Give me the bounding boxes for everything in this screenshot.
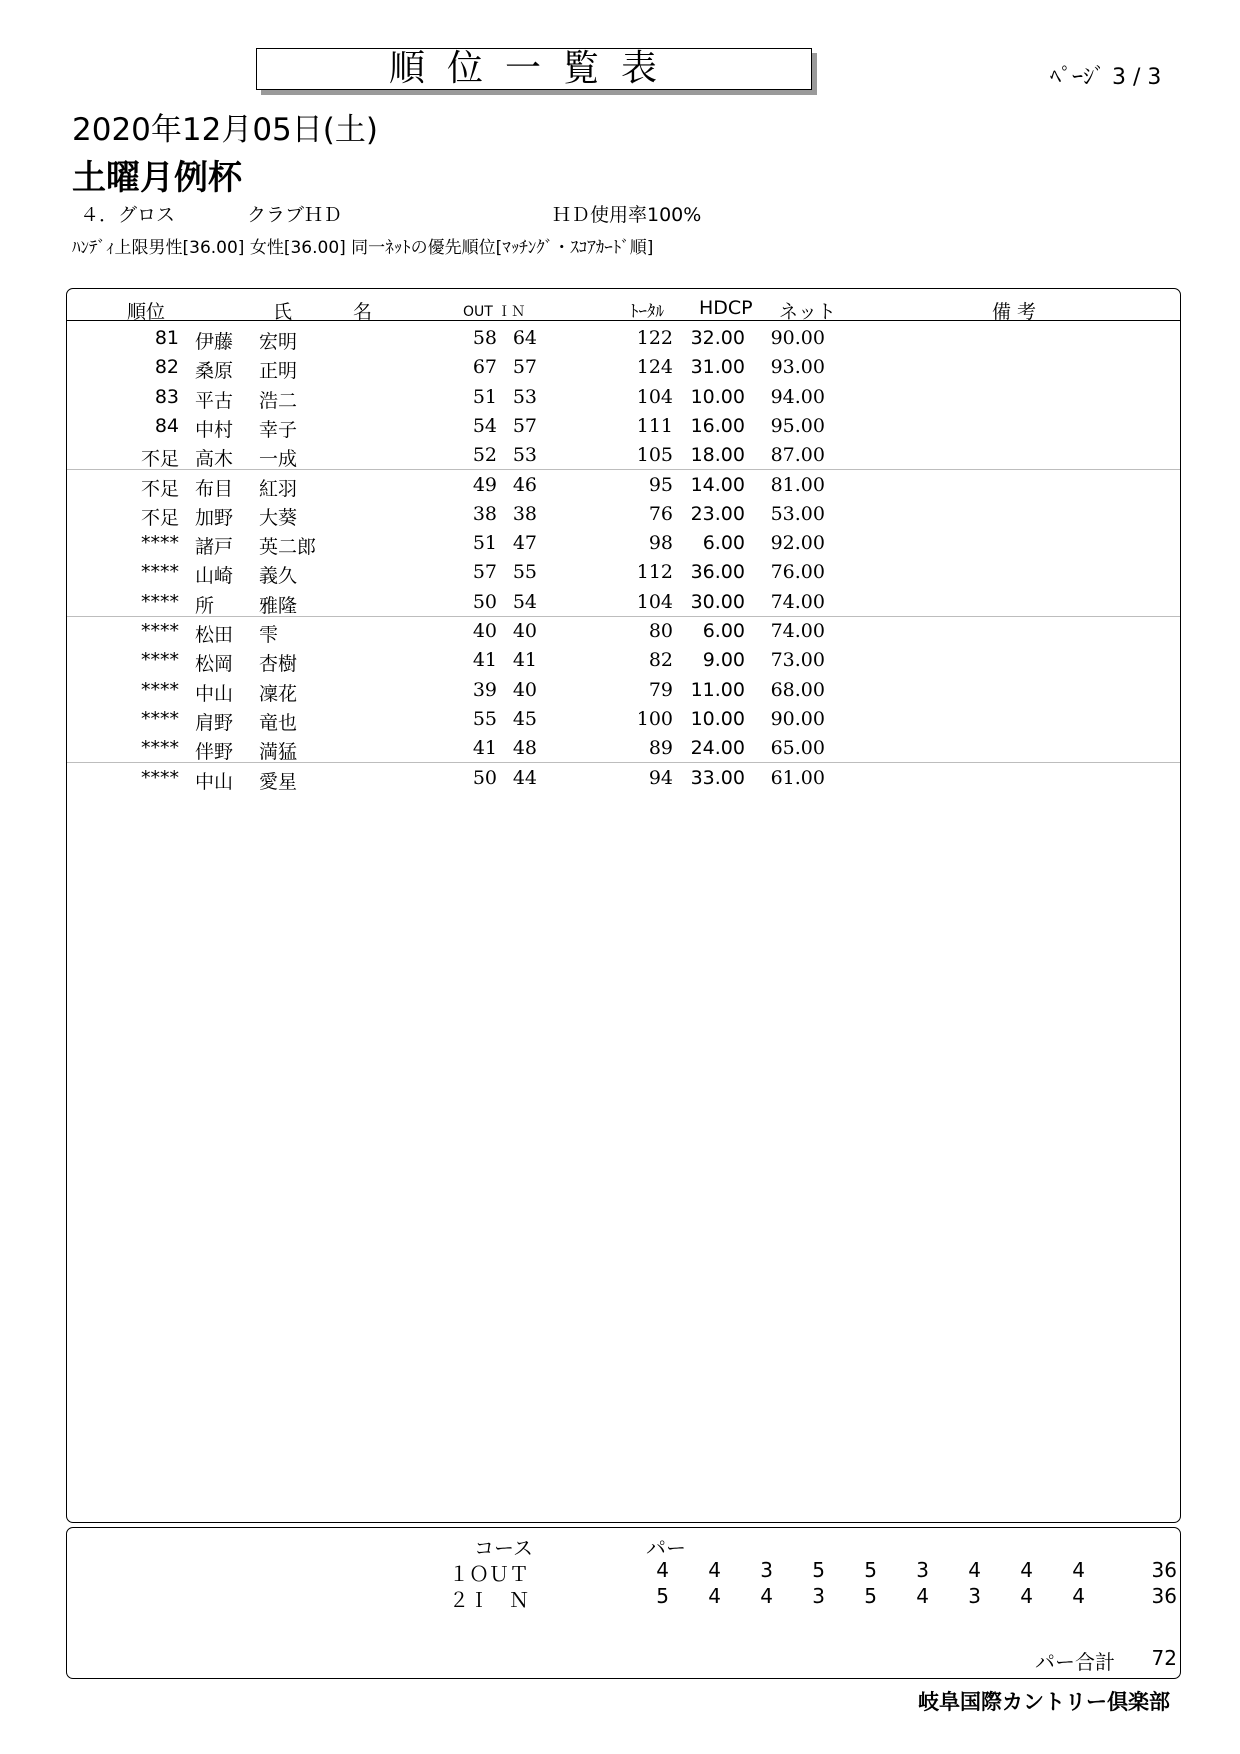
cell-rank: **** (141, 678, 179, 701)
table-row (67, 587, 1180, 616)
cell-last-name: 松岡 (195, 653, 234, 676)
table-row (67, 323, 1180, 352)
course-par-box (66, 1527, 1181, 1679)
cell-last-name: 諸戸 (195, 536, 234, 559)
cell-total: 105 (636, 444, 673, 467)
cell-out: 57 (472, 561, 497, 584)
cell-first-name: 雫 (259, 624, 279, 646)
cell-rank: 不足 (140, 506, 179, 529)
cell-net: 73.00 (770, 649, 825, 672)
header-hdcp: HDCP (699, 297, 753, 319)
cell-in: 57 (512, 414, 537, 437)
cell-total: 104 (636, 590, 673, 613)
cell-net: 93.00 (770, 356, 825, 379)
cell-in: 40 (512, 620, 537, 642)
cell-first-name: 凜花 (259, 682, 298, 705)
cell-out: 41 (472, 649, 497, 672)
header-name-a: 氏 (273, 301, 293, 323)
table-row (67, 645, 1180, 674)
cell-out: 51 (472, 532, 497, 555)
cell-total: 94 (648, 766, 673, 789)
cell-out: 50 (472, 590, 497, 613)
cell-net: 94.00 (770, 385, 825, 408)
cell-last-name: 伊藤 (195, 331, 234, 353)
header-net: ネット (779, 301, 837, 323)
par-label: パー (646, 1536, 686, 1560)
cell-first-name: 杏樹 (259, 653, 298, 676)
cell-last-name: 山崎 (195, 565, 234, 588)
hole-par: 4 (916, 1584, 929, 1608)
club-name: 岐阜国際カントリー倶楽部 (918, 1690, 1170, 1714)
cell-rank: **** (141, 766, 179, 789)
cell-out: 51 (472, 385, 497, 408)
hole-par: 4 (760, 1584, 773, 1608)
par-total-value: 72 (1151, 1646, 1177, 1670)
cell-net: 90.00 (770, 327, 825, 349)
cell-in: 48 (512, 737, 537, 760)
cell-in: 64 (512, 327, 537, 349)
table-row (67, 733, 1180, 762)
cell-first-name: 浩二 (259, 389, 298, 412)
cell-hdcp: 33.00 (690, 766, 745, 789)
format-label: ４．グロス (80, 204, 176, 226)
cell-in: 55 (512, 561, 537, 584)
hole-par: 4 (1072, 1584, 1085, 1608)
cell-total: 82 (648, 649, 673, 672)
cell-total: 80 (648, 620, 673, 642)
cell-total: 124 (636, 356, 673, 379)
cell-hdcp: 6.00 (702, 532, 745, 555)
hole-par: 4 (656, 1558, 669, 1582)
cell-hdcp: 31.00 (690, 356, 745, 379)
cell-net: 74.00 (770, 590, 825, 613)
hole-par: 4 (1020, 1558, 1033, 1582)
hole-par: 4 (1072, 1558, 1085, 1582)
results-table (66, 288, 1181, 1523)
course-par-total: 36 (1151, 1558, 1177, 1582)
cell-net: 81.00 (770, 473, 825, 496)
cell-last-name: 平古 (195, 389, 234, 412)
cell-total: 98 (648, 532, 673, 555)
cell-net: 53.00 (770, 502, 825, 525)
cell-last-name: 桑原 (195, 360, 234, 383)
cell-in: 45 (512, 707, 537, 730)
cell-in: 40 (512, 678, 537, 701)
cell-last-name: 布目 (195, 477, 234, 500)
cell-rank: **** (141, 649, 179, 672)
handicap-type: クラブＨＤ (247, 204, 343, 226)
cell-last-name: 加野 (195, 506, 234, 529)
cell-first-name: 雅隆 (259, 594, 298, 617)
cell-first-name: 宏明 (259, 331, 298, 353)
course-name: ２Ｉ Ｎ (449, 1588, 529, 1612)
cell-last-name: 中村 (195, 418, 234, 441)
cell-hdcp: 9.00 (702, 649, 745, 672)
cell-in: 53 (512, 385, 537, 408)
cell-rank: 82 (154, 356, 179, 379)
cell-net: 95.00 (770, 414, 825, 437)
cell-in: 38 (512, 502, 537, 525)
cell-hdcp: 24.00 (690, 737, 745, 760)
course-label: コース (474, 1536, 533, 1560)
header-out-in: OUT ＩＮ (463, 304, 526, 320)
header-remarks: 備 考 (992, 301, 1037, 323)
table-row (67, 470, 1180, 499)
cell-last-name: 伴野 (195, 741, 234, 764)
cell-rank: **** (141, 590, 179, 613)
cell-hdcp: 11.00 (690, 678, 745, 701)
handicap-rate: ＨＤ使用率100% (552, 204, 702, 226)
cell-last-name: 高木 (195, 448, 234, 471)
table-row (67, 763, 1180, 792)
cell-in: 44 (512, 766, 537, 789)
hole-par: 5 (656, 1584, 669, 1608)
hole-par: 3 (968, 1584, 981, 1608)
cell-rank: **** (141, 561, 179, 584)
table-row (67, 616, 1180, 645)
cell-total: 95 (648, 473, 673, 496)
header-name-b: 名 (353, 301, 373, 323)
cell-out: 67 (472, 356, 497, 379)
table-row (67, 411, 1180, 440)
cell-first-name: 竜也 (259, 711, 298, 734)
cell-hdcp: 16.00 (690, 414, 745, 437)
table-row (67, 382, 1180, 411)
cell-last-name: 所 (195, 594, 215, 617)
cell-out: 49 (472, 473, 497, 496)
cell-first-name: 満猛 (259, 741, 298, 764)
cell-first-name: 正明 (259, 360, 298, 383)
cell-hdcp: 6.00 (702, 620, 745, 642)
handicap-rule: ﾊﾝﾃﾞｨ上限男性[36.00] 女性[36.00] 同一ﾈｯﾄの優先順位[ﾏｯﾁﾝｸﾞ・ｽｺｱｶｰﾄﾞ順] (72, 238, 654, 258)
course-par-total: 36 (1151, 1584, 1177, 1608)
hole-par: 4 (1020, 1584, 1033, 1608)
cell-hdcp: 14.00 (690, 473, 745, 496)
cell-hdcp: 32.00 (690, 327, 745, 349)
cell-rank: 83 (154, 385, 179, 408)
par-total-label: パー合計 (1035, 1650, 1115, 1674)
cell-net: 90.00 (770, 707, 825, 730)
header-divider (67, 320, 1180, 321)
cell-out: 54 (472, 414, 497, 437)
hole-par: 3 (812, 1584, 825, 1608)
cell-last-name: 松田 (195, 624, 234, 646)
cell-net: 61.00 (770, 766, 825, 789)
cell-hdcp: 36.00 (690, 561, 745, 584)
cell-first-name: 義久 (259, 565, 298, 588)
cell-net: 87.00 (770, 444, 825, 467)
course-name: １ＯＵＴ (449, 1562, 529, 1586)
cell-first-name: 大葵 (259, 506, 298, 529)
cell-in: 57 (512, 356, 537, 379)
cell-last-name: 中山 (195, 682, 234, 705)
cell-hdcp: 10.00 (690, 385, 745, 408)
hole-par: 4 (968, 1558, 981, 1582)
table-row (67, 499, 1180, 528)
cell-net: 92.00 (770, 532, 825, 555)
cell-out: 40 (472, 620, 497, 642)
cell-total: 100 (636, 707, 673, 730)
cell-out: 52 (472, 444, 497, 467)
cell-in: 46 (512, 473, 537, 496)
cell-in: 47 (512, 532, 537, 555)
hole-par: 5 (864, 1584, 877, 1608)
cell-rank: **** (141, 707, 179, 730)
cell-total: 122 (636, 327, 673, 349)
cell-in: 53 (512, 444, 537, 467)
page-number: ﾍﾟｰｼﾞ 3 / 3 (1050, 65, 1162, 90)
cell-in: 54 (512, 590, 537, 613)
cell-total: 104 (636, 385, 673, 408)
cell-hdcp: 23.00 (690, 502, 745, 525)
table-row (67, 528, 1180, 557)
cell-net: 76.00 (770, 561, 825, 584)
cell-out: 38 (472, 502, 497, 525)
cell-hdcp: 18.00 (690, 444, 745, 467)
header-total: ﾄｰﾀﾙ (630, 302, 664, 322)
cell-out: 55 (472, 707, 497, 730)
hole-par: 4 (708, 1558, 721, 1582)
cell-rank: **** (141, 532, 179, 555)
table-row (67, 352, 1180, 381)
cell-out: 58 (472, 327, 497, 349)
cell-total: 112 (636, 561, 673, 584)
cell-first-name: 紅羽 (259, 477, 298, 500)
cell-rank: 81 (154, 327, 179, 349)
hole-par: 5 (864, 1558, 877, 1582)
cell-total: 89 (648, 737, 673, 760)
cell-rank: 不足 (140, 448, 179, 471)
cell-first-name: 愛星 (259, 770, 298, 793)
cell-rank: 84 (154, 414, 179, 437)
cell-total: 76 (648, 502, 673, 525)
cell-total: 111 (636, 414, 673, 437)
event-date: 2020年12月05日(土) (72, 112, 378, 148)
table-row (67, 440, 1180, 469)
cell-rank: **** (141, 620, 179, 642)
cell-net: 74.00 (770, 620, 825, 642)
cell-total: 79 (648, 678, 673, 701)
event-name: 土曜月例杯 (72, 158, 242, 198)
header-rank: 順位 (127, 301, 166, 323)
table-row (67, 557, 1180, 586)
cell-net: 68.00 (770, 678, 825, 701)
cell-out: 50 (472, 766, 497, 789)
cell-hdcp: 10.00 (690, 707, 745, 730)
hole-par: 3 (916, 1558, 929, 1582)
hole-par: 4 (708, 1584, 721, 1608)
cell-last-name: 中山 (195, 770, 234, 793)
table-row (67, 704, 1180, 733)
cell-first-name: 幸子 (259, 418, 298, 441)
document-title: 順位一覧表 (256, 48, 812, 90)
hole-par: 3 (760, 1558, 773, 1582)
hole-par: 5 (812, 1558, 825, 1582)
cell-out: 41 (472, 737, 497, 760)
cell-in: 41 (512, 649, 537, 672)
cell-rank: **** (141, 737, 179, 760)
cell-out: 39 (472, 678, 497, 701)
cell-rank: 不足 (140, 477, 179, 500)
cell-first-name: 一成 (259, 448, 298, 471)
cell-hdcp: 30.00 (690, 590, 745, 613)
cell-last-name: 肩野 (195, 711, 234, 734)
cell-first-name: 英二郎 (259, 536, 317, 559)
cell-net: 65.00 (770, 737, 825, 760)
table-row (67, 675, 1180, 704)
